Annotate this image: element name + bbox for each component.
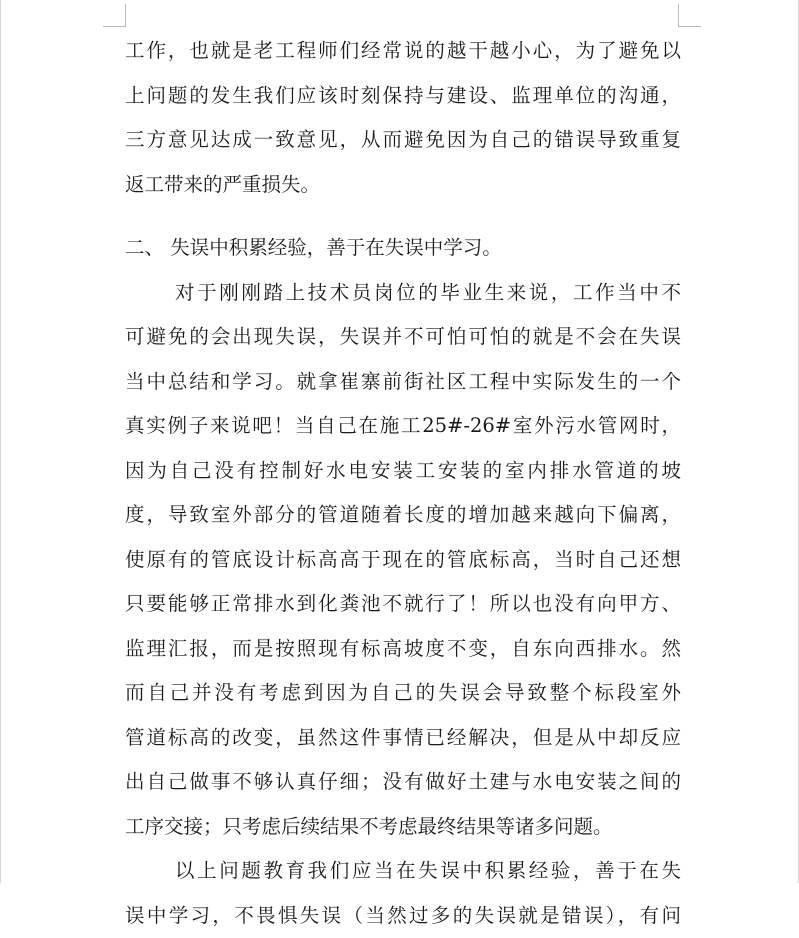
paragraph	[125, 271, 681, 850]
text-line: 出自己做事不够认真仔细；没有做好土建与水电安装之间的	[125, 760, 681, 805]
page-margin-corner-top-left	[103, 4, 126, 27]
text-line: 因为自己没有控制好水电安装工安装的室内排水管道的坡	[125, 449, 681, 494]
text-line: 上问题的发生我们应该时刻保持与建设、监理单位的沟通，	[125, 74, 681, 119]
section-heading: 二、 失误中积累经验，善于在失误中学习。	[125, 226, 681, 271]
text-line: 可避免的会出现失误，失误并不可怕可怕的就是不会在失误	[125, 315, 681, 360]
text-line: 工作，也就是老工程师们经常说的越干越小心，为了避免以	[125, 29, 681, 74]
paragraph	[125, 849, 681, 938]
text-line: 度，导致室外部分的管道随着长度的增加越来越向下偏离，	[125, 493, 681, 538]
text-line: 只要能够正常排水到化粪池不就行了！所以也没有向甲方、	[125, 582, 681, 627]
text-line: 而自己并没有考虑到因为自己的失误会导致整个标段室外	[125, 671, 681, 716]
text-line: 返工带来的严重损失。	[125, 163, 681, 208]
text-line: 以上问题教育我们应当在失误中积累经验，善于在失	[125, 849, 681, 894]
text-line: 使原有的管底设计标高高于现在的管底标高，当时自己还想	[125, 538, 681, 583]
text-line: 对于刚刚踏上技术员岗位的毕业生来说，工作当中不	[125, 271, 681, 316]
paragraph	[125, 29, 681, 207]
text-line: 工序交接；只考虑后续结果不考虑最终结果等诸多问题。	[125, 805, 681, 850]
text-line: 管道标高的改变，虽然这件事情已经解决，但是从中却反应	[125, 716, 681, 761]
text-line: 误中学习，不畏惧失误（当然过多的失误就是错误），有问	[125, 894, 681, 938]
page-margin-corner-top-right	[678, 4, 701, 27]
text-line: 监理汇报，而是按照现有标高坡度不变，自东向西排水。然	[125, 627, 681, 672]
text-line: 三方意见达成一致意见，从而避免因为自己的错误导致重复	[125, 118, 681, 163]
text-line: 当中总结和学习。就拿崔寨前街社区工程中实际发生的一个	[125, 360, 681, 405]
document-body[interactable]	[125, 29, 681, 938]
text-line: 真实例子来说吧！当自己在施工25#-26#室外污水管网时，	[125, 404, 681, 449]
paragraph-spacer	[125, 207, 681, 226]
